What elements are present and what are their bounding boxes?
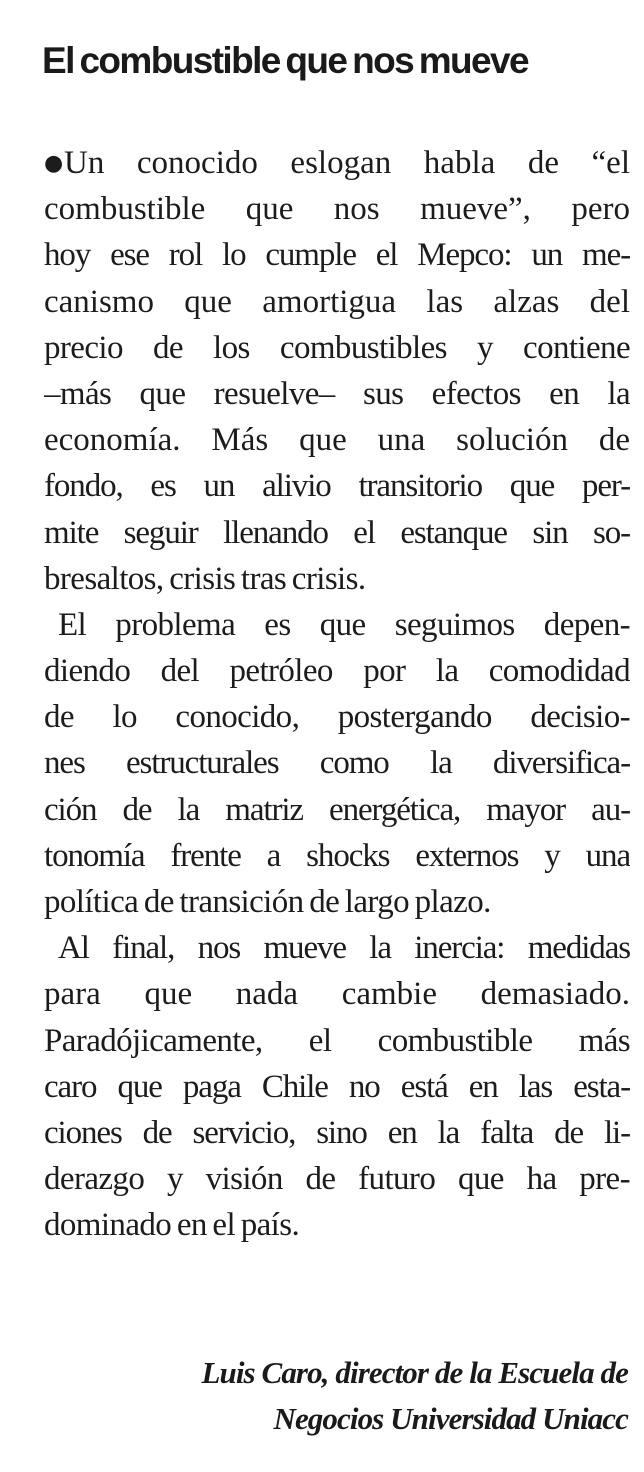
body-line: El problema es que seguimos depen- [58, 606, 630, 643]
body-line: ciones de servicio, sino en la falta de li- [44, 1114, 630, 1151]
bullet-icon: ● [44, 151, 64, 176]
body-line: derazgo y visión de futuro que ha pre- [44, 1161, 630, 1198]
body-line: economía. Más que una solución de [44, 422, 630, 459]
body-line: ción de la matriz energética, mayor au- [44, 791, 630, 828]
paragraph-1 [44, 140, 630, 602]
byline-line-1: Luis Caro, director de la Escuela de [201, 1355, 628, 1390]
body-line: ●Un conocido eslogan habla de “el [44, 140, 630, 186]
paragraph-2 [44, 602, 630, 925]
byline-line-2: Negocios Universidad Uniacc [273, 1401, 628, 1436]
body-line: para que nada cambie demasiado. [44, 976, 630, 1013]
body-line: Al final, nos mueve la inercia: medidas [58, 930, 630, 967]
author-byline [28, 1350, 628, 1442]
body-line: política de transición de largo plazo. [44, 884, 491, 920]
body-line: Paradójicamente, el combustible más [44, 1022, 630, 1059]
headline: El combustible que nos mueve [42, 40, 528, 81]
body-line: combustible que nos mueve”, pero [44, 191, 630, 228]
body-line: mite seguir llenando el estanque sin so- [44, 514, 630, 551]
body-line: caro que paga Chile no está en las esta- [44, 1068, 630, 1105]
body-line: fondo, es un alivio transitorio que per- [44, 468, 630, 505]
body-line: –más que resuelve– sus efectos en la [44, 375, 630, 412]
body-line: precio de los combustibles y contiene [44, 329, 630, 366]
article-body [44, 140, 630, 1249]
body-line: dominado en el país. [44, 1207, 300, 1244]
body-line: tonomía frente a shocks externos y una [44, 837, 630, 874]
paragraph-3 [44, 925, 630, 1248]
body-line: diendo del petróleo por la comodidad [44, 653, 630, 690]
body-line: nes estructurales como la diversifica- [44, 745, 630, 782]
body-line: canismo que amortigua las alzas del [44, 283, 630, 320]
body-line: hoy ese rol lo cumple el Mepco: un me- [44, 237, 630, 274]
body-line: bresaltos, crisis tras crisis. [44, 560, 366, 597]
body-line: de lo conocido, postergando decisio- [44, 699, 630, 736]
